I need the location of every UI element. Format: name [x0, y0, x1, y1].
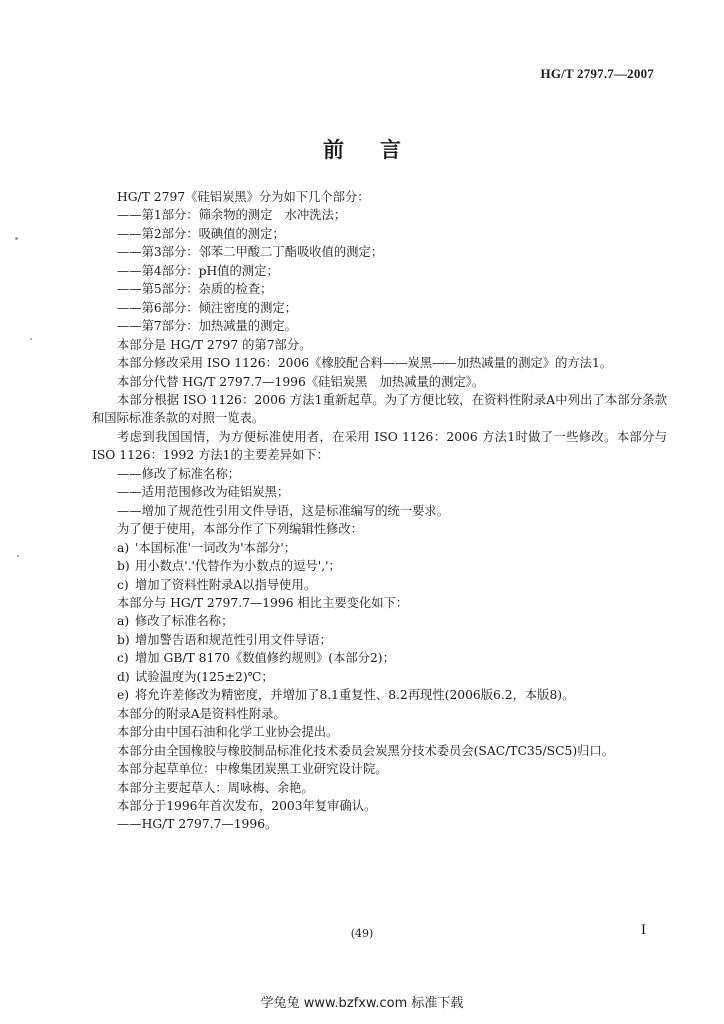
- body-line: ——修改了标准名称；: [117, 466, 240, 481]
- body-line: HG/T 2797《硅铝炭黑》分为如下几个部分：: [117, 190, 370, 204]
- body-line: ——HG/T 2797.7—1996。: [117, 817, 278, 832]
- list-item: [92, 539, 667, 557]
- list-text: 试验温度为(125±2)℃；: [135, 669, 274, 684]
- page-number: (49): [350, 927, 374, 940]
- list-text: 将允许差修改为精密度，并增加了8.1重复性、8.2再现性(2006版6.2，本版8)。: [135, 688, 575, 703]
- body-line: ——第6部分：倾注密度的测定；: [117, 300, 297, 315]
- list-marker: a): [117, 540, 130, 555]
- body-line: ——第1部分：筛余物的测定 水冲洗法；: [117, 208, 347, 223]
- list-item: [92, 649, 667, 667]
- list-item: [92, 612, 667, 630]
- list-marker: b): [117, 559, 130, 574]
- body-line: 本部分的附录A是资料性附录。: [117, 706, 286, 721]
- body-line: ——第7部分：加热减量的测定。: [117, 319, 297, 334]
- list-text: '本国标准'一词改为'本部分'；: [135, 540, 297, 555]
- list-item: [92, 557, 667, 575]
- body-line: 本部分修改采用 ISO 1126：2006《橡胶配合料——炭黑——加热减量的测定》的方法1。: [117, 356, 613, 371]
- page-title: 前言: [323, 138, 437, 162]
- list-marker: a): [117, 614, 130, 629]
- list-marker: e): [117, 688, 130, 703]
- list-text: 增加警告语和规范性引用文件导语；: [135, 632, 332, 647]
- list-item: [92, 686, 667, 704]
- list-marker: c): [117, 577, 129, 592]
- body-line: 本部分是 HG/T 2797 的第7部分。: [117, 337, 312, 352]
- scan-speck: [15, 237, 18, 240]
- list-marker: c): [117, 651, 129, 666]
- body-line: ——第3部分：邻苯二甲酸二丁酯吸收值的测定；: [117, 245, 384, 260]
- body-line: 本部分主要起草人：周咏梅、余艳。: [117, 780, 314, 795]
- list-text: 用小数点'.'代替作为小数点的逗号','；: [135, 559, 341, 574]
- footer-watermark: 学兔兔 www.bzfxw.com 标准下载: [260, 996, 464, 1011]
- body-line: 为了便于使用，本部分作了下列编辑性修改：: [117, 522, 363, 537]
- document-body: [92, 188, 667, 834]
- body-line: ——增加了规范性引用文件导语，这是标准编写的统一要求。: [117, 503, 450, 518]
- scan-speck: [30, 338, 32, 340]
- body-line: 本部分于1996年首次发布，2003年复审确认。: [117, 798, 377, 813]
- standard-number: HG/T 2797.7—2007: [540, 66, 654, 81]
- body-line: ——第5部分：杂质的检查；: [117, 282, 273, 297]
- body-line: ——适用范围修改为硅铝炭黑；: [117, 485, 290, 500]
- body-line: 本部分由全国橡胶与橡胶制品标准化技术委员会炭黑分技术委员会(SAC/TC35/SC5)归口。: [117, 743, 615, 758]
- body-line: 本部分由中国石油和化学工业协会提出。: [117, 725, 339, 740]
- body-line: ——第4部分：pH值的测定；: [117, 263, 279, 278]
- body-line: ——第2部分：吸碘值的测定；: [117, 226, 285, 241]
- body-line: 本部分代替 HG/T 2797.7—1996《硅铝炭黑 加热减量的测定》。: [117, 374, 485, 389]
- roman-page-number: I: [641, 922, 646, 938]
- body-paragraph: 考虑到我国国情，为方便标准使用者，在采用 ISO 1126：2006 方法1时做了一些修改。本部分与 ISO 1126：1992 方法1的主要差异如下：: [92, 429, 667, 463]
- scan-speck: [17, 555, 19, 557]
- list-item: [92, 576, 667, 594]
- list-item: [92, 668, 667, 686]
- list-item: [92, 631, 667, 649]
- body-line: 本部分与 HG/T 2797.7—1996 相比主要变化如下：: [117, 595, 409, 610]
- list-marker: d): [117, 669, 130, 684]
- list-text: 增加了资料性附录A以指导使用。: [135, 577, 317, 592]
- list-text: 修改了标准名称；: [135, 614, 234, 629]
- body-paragraph: 本部分根据 ISO 1126：2006 方法1重新起草。为了方便比较，在资料性附录A中列出了本部分条款和国际标准条款的对照一览表。: [92, 392, 667, 426]
- list-marker: b): [117, 632, 130, 647]
- list-text: 增加 GB/T 8170《数值修约规则》(本部分2)；: [135, 651, 395, 666]
- body-line: 本部分起草单位：中橡集团炭黑工业研究设计院。: [117, 762, 388, 777]
